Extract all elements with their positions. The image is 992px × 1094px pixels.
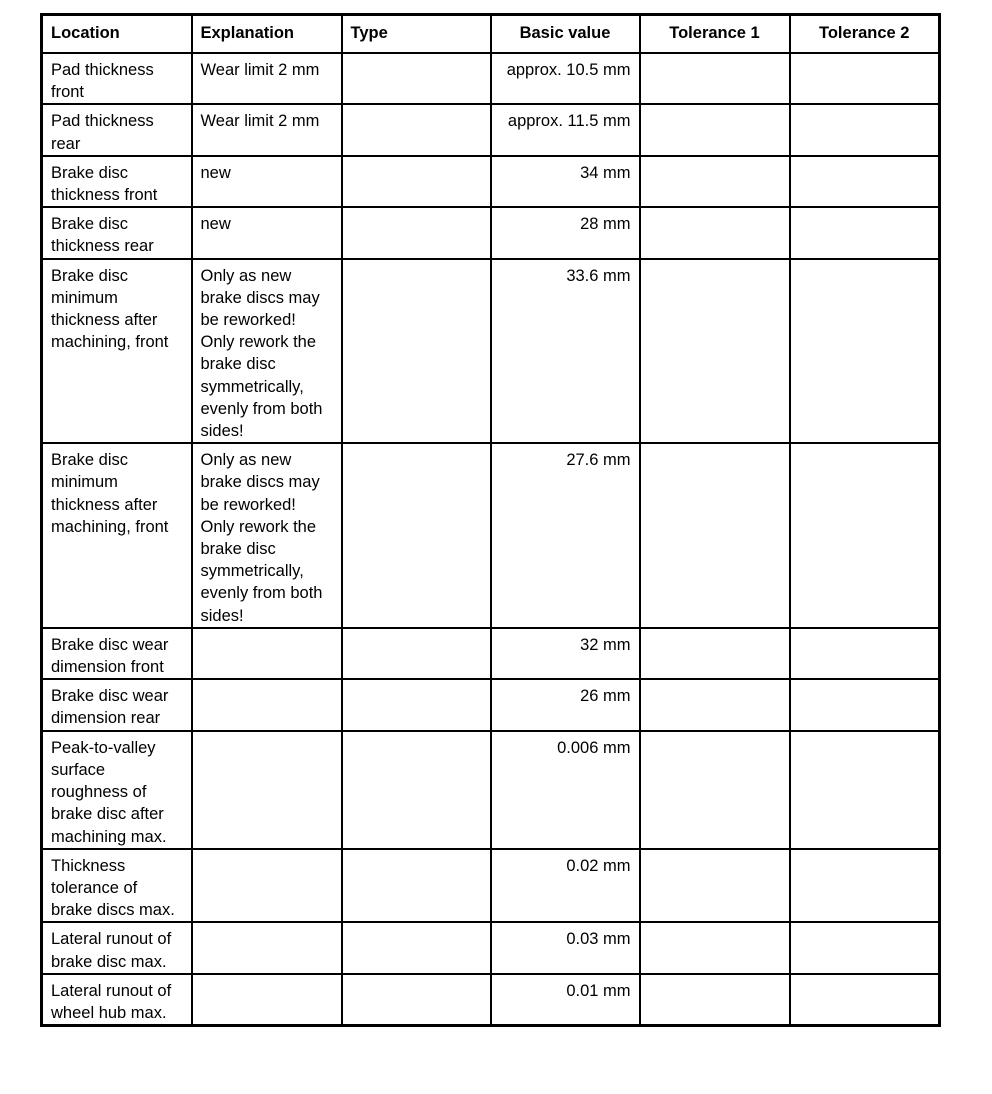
type-cell [342,974,491,1026]
type-cell [342,53,491,104]
tolerance-2-cell [790,628,940,679]
type-cell [342,104,491,155]
type-cell [342,849,491,923]
explanation-cell [192,922,342,973]
table-row [42,628,940,679]
location-cell: Pad thickness front [42,53,192,104]
tolerance-1-cell [640,849,790,923]
tolerance-1-cell [640,156,790,207]
type-cell [342,679,491,730]
tolerance-1-cell [640,259,790,444]
location-cell: Brake disc wear dimension front [42,628,192,679]
location-cell: Brake disc thickness rear [42,207,192,258]
basic-value-cell: 34 mm [491,156,640,207]
brake-specification-table [40,13,941,1027]
basic-value-cell: 32 mm [491,628,640,679]
type-cell [342,443,491,628]
basic-value-cell: approx. 10.5 mm [491,53,640,104]
explanation-cell [192,849,342,923]
tolerance-2-cell [790,207,940,258]
header-tolerance-2: Tolerance 2 [790,15,940,54]
table-row [42,679,940,730]
explanation-cell: new [192,156,342,207]
tolerance-1-cell [640,53,790,104]
tolerance-2-cell [790,849,940,923]
explanation-cell: Only as new brake discs may be reworked! Only rework the brake disc symmetrically, evenly from both sides! [192,259,342,444]
tolerance-2-cell [790,443,940,628]
type-cell [342,628,491,679]
location-cell: Brake disc wear dimension rear [42,679,192,730]
basic-value-cell: 0.006 mm [491,731,640,849]
location-cell: Brake disc thickness front [42,156,192,207]
table-row [42,104,940,155]
table-row [42,922,940,973]
tolerance-1-cell [640,207,790,258]
location-cell: Brake disc minimum thickness after machining, front [42,443,192,628]
tolerance-2-cell [790,974,940,1026]
basic-value-cell: 27.6 mm [491,443,640,628]
tolerance-2-cell [790,731,940,849]
table-row [42,53,940,104]
location-cell: Pad thickness rear [42,104,192,155]
explanation-cell: Wear limit 2 mm [192,104,342,155]
table-row [42,259,940,444]
header-basic-value: Basic value [491,15,640,54]
table-row [42,156,940,207]
tolerance-2-cell [790,259,940,444]
tolerance-1-cell [640,443,790,628]
explanation-cell: new [192,207,342,258]
basic-value-cell: 0.02 mm [491,849,640,923]
table-row [42,849,940,923]
explanation-cell: Only as new brake discs may be reworked! Only rework the brake disc symmetrically, evenly from both sides! [192,443,342,628]
location-cell: Thickness tolerance of brake discs max. [42,849,192,923]
tolerance-1-cell [640,628,790,679]
tolerance-1-cell [640,104,790,155]
table-row [42,443,940,628]
tolerance-1-cell [640,922,790,973]
basic-value-cell: approx. 11.5 mm [491,104,640,155]
tolerance-2-cell [790,679,940,730]
basic-value-cell: 0.01 mm [491,974,640,1026]
basic-value-cell: 28 mm [491,207,640,258]
location-cell: Peak-to-valley surface roughness of brake disc after machining max. [42,731,192,849]
table-row [42,974,940,1026]
explanation-cell [192,679,342,730]
explanation-cell [192,974,342,1026]
tolerance-2-cell [790,156,940,207]
table-row [42,731,940,849]
explanation-cell: Wear limit 2 mm [192,53,342,104]
header-tolerance-1: Tolerance 1 [640,15,790,54]
type-cell [342,922,491,973]
location-cell: Brake disc minimum thickness after machining, front [42,259,192,444]
table-row [42,207,940,258]
header-explanation: Explanation [192,15,342,54]
tolerance-2-cell [790,104,940,155]
type-cell [342,731,491,849]
basic-value-cell: 26 mm [491,679,640,730]
basic-value-cell: 33.6 mm [491,259,640,444]
tolerance-2-cell [790,53,940,104]
tolerance-1-cell [640,974,790,1026]
explanation-cell [192,731,342,849]
type-cell [342,259,491,444]
type-cell [342,207,491,258]
tolerance-2-cell [790,922,940,973]
header-location: Location [42,15,192,54]
location-cell: Lateral runout of brake disc max. [42,922,192,973]
tolerance-1-cell [640,731,790,849]
header-type: Type [342,15,491,54]
basic-value-cell: 0.03 mm [491,922,640,973]
header-row [42,15,940,54]
location-cell: Lateral runout of wheel hub max. [42,974,192,1026]
tolerance-1-cell [640,679,790,730]
type-cell [342,156,491,207]
explanation-cell [192,628,342,679]
